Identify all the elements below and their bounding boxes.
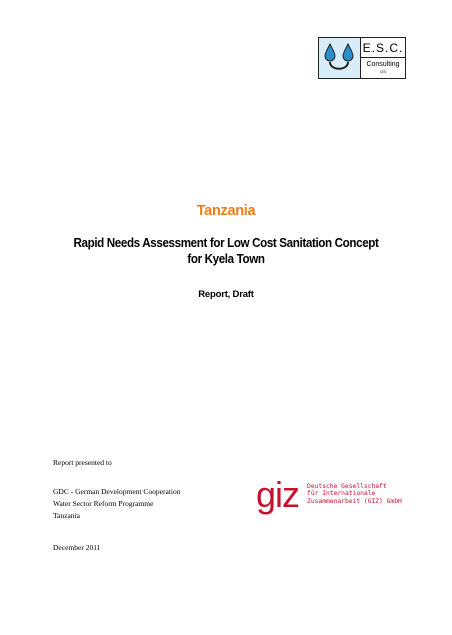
esc-tiny-mark: GS (380, 69, 386, 74)
giz-wordmark: giz (256, 474, 300, 515)
giz-name-line-3: Zusammenarbeit (GIZ) GmbH (307, 497, 402, 505)
recipient-block (53, 486, 180, 522)
report-title-line-1: Rapid Needs Assessment for Low Cost Sanitation Concept (73, 236, 379, 250)
report-title-line-2: for Kyela Town (187, 252, 265, 266)
esc-consulting-logo (318, 37, 406, 79)
giz-logo (256, 475, 416, 521)
report-date: December 2011 (53, 543, 101, 552)
report-subtitle: Report, Draft (198, 289, 254, 300)
recipient-line-1: GDC - German Development Cooperation (53, 487, 181, 496)
recipient-line-3: Tanzania (53, 511, 80, 520)
recipient-line-2: Water Sector Reform Programme (53, 499, 154, 508)
presented-to-label: Report presented to (53, 458, 112, 467)
giz-name-line-2: für Internationale (307, 490, 376, 498)
country-heading: Tanzania (196, 203, 256, 219)
giz-full-name (307, 483, 402, 505)
esc-name: E.S.C. (362, 41, 404, 55)
report-title (53, 235, 399, 267)
esc-subtitle: Consulting (361, 57, 405, 69)
giz-name-line-1: Deutsche Gesellschaft (307, 483, 387, 490)
water-drops-icon (319, 38, 361, 78)
esc-logo-text (361, 38, 405, 78)
